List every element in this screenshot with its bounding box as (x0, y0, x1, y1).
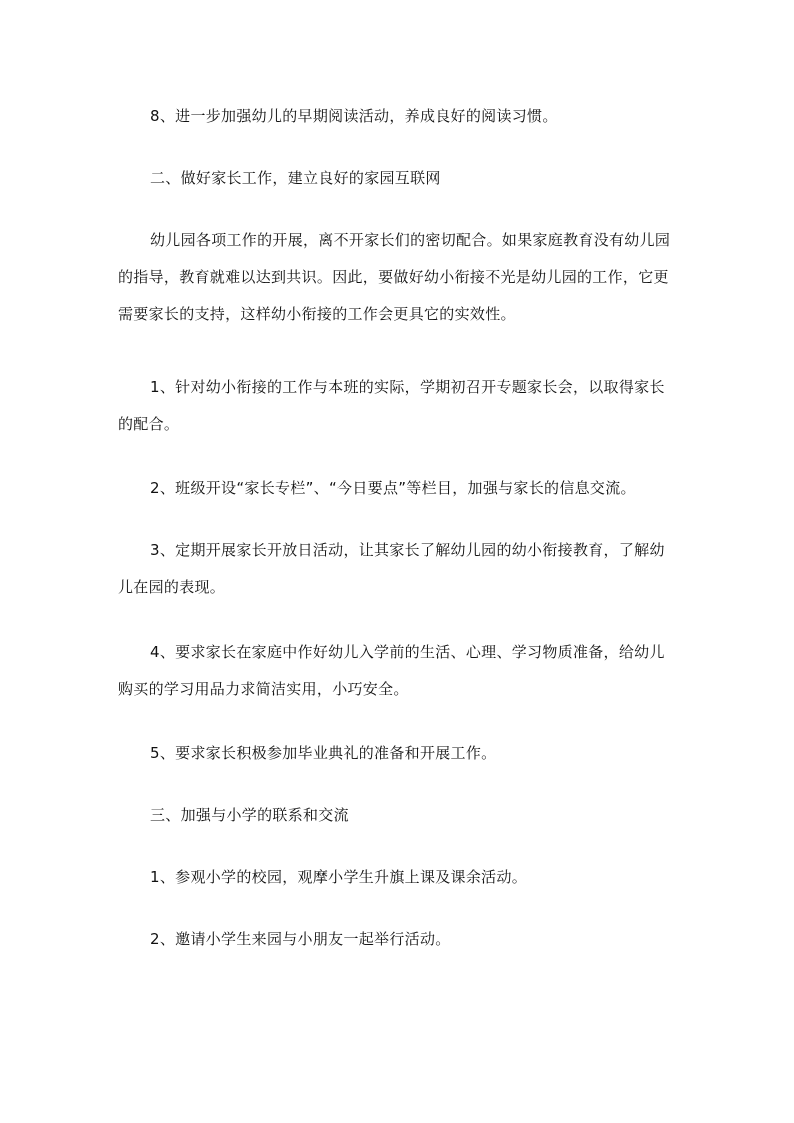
section-heading-parent-work: 二、做好家长工作，建立良好的家园互联网 (150, 169, 441, 187)
list-item-invite-students: 2、邀请小学生来园与小朋友一起举行活动。 (150, 930, 451, 948)
paragraph-reading-activity: 8、进一步加强幼儿的早期阅读活动，养成良好的阅读习惯。 (150, 107, 558, 125)
section-heading-primary-school: 三、加强与小学的联系和交流 (150, 806, 349, 824)
list-item-visit-school: 1、参观小学的校园，观摩小学生升旗上课及课余活动。 (150, 868, 528, 886)
list-item-parent-meeting: 1、针对幼小衔接的工作与本班的实际，学期初召开专题家长会，以取得家长的配合。 (118, 378, 665, 433)
list-item-parent-column: 2、班级开设“家长专栏”、“今日要点”等栏目，加强与家长的信息交流。 (150, 479, 636, 497)
paragraph-parent-cooperation: 幼儿园各项工作的开展，离不开家长们的密切配合。如果家庭教育没有幼儿园的指导，教育就难以达到共识。因此，要做好幼小衔接不光是幼儿园的工作，它更需要家长的支持，这样幼小衔接的工作会更具它的实效性。 (118, 231, 671, 323)
list-item-graduation-ceremony: 5、要求家长积极参加毕业典礼的准备和开展工作。 (150, 744, 497, 762)
list-item-home-preparation: 4、要求家长在家庭中作好幼儿入学前的生活、心理、学习物质准备，给幼儿购买的学习用品力求简洁实用，小巧安全。 (118, 643, 665, 698)
list-item-open-day: 3、定期开展家长开放日活动，让其家长了解幼儿园的幼小衔接教育，了解幼儿在园的表现。 (118, 541, 665, 596)
